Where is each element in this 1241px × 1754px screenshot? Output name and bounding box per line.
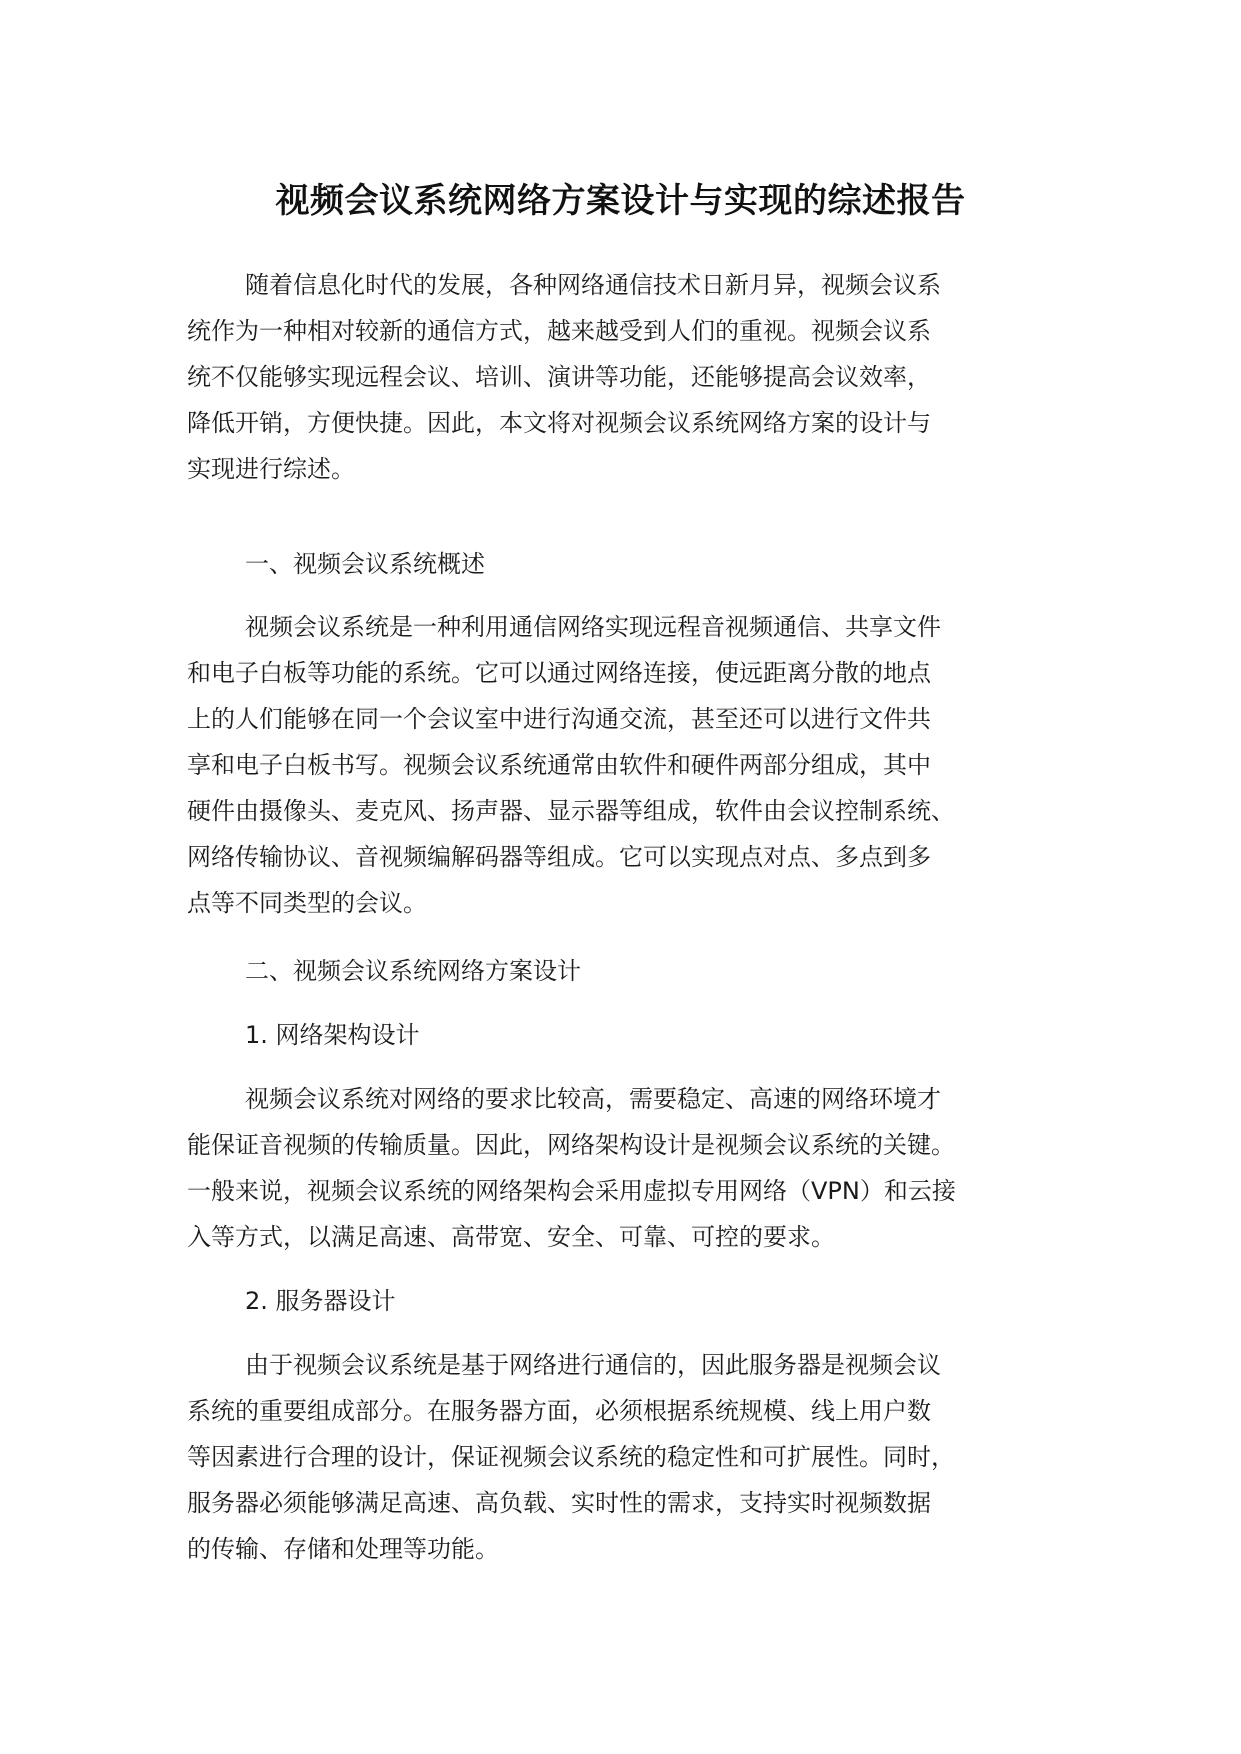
- subsection1-paragraph: [187, 1076, 1077, 1260]
- subsection2-paragraph: [187, 1342, 1077, 1572]
- paragraph-line: 一般来说，视频会议系统的网络架构会采用虚拟专用网络（VPN）和云接: [187, 1177, 956, 1205]
- document-title: 视频会议系统网络方案设计与实现的综述报告: [275, 181, 966, 221]
- paragraph-line: 能保证音视频的传输质量。因此，网络架构设计是视频会议系统的关键。: [187, 1131, 955, 1159]
- paragraph-line: 系统的重要组成部分。在服务器方面，必须根据系统规模、线上用户数: [187, 1397, 931, 1425]
- subsection-heading: [187, 1012, 1077, 1058]
- paragraph-line: 硬件由摄像头、麦克风、扬声器、显示器等组成，软件由会议控制系统、: [187, 797, 955, 825]
- paragraph-line: 上的人们能够在同一个会议室中进行沟通交流，甚至还可以进行文件共: [187, 705, 931, 733]
- paragraph-line: 享和电子白板书写。视频会议系统通常由软件和硬件两部分组成，其中: [187, 751, 931, 779]
- section-heading: [187, 948, 1077, 994]
- paragraph-line: 点等不同类型的会议。: [187, 889, 427, 917]
- paragraph-line: 降低开销，方便快捷。因此，本文将对视频会议系统网络方案的设计与: [187, 409, 931, 437]
- paragraph-line: 视频会议系统是一种利用通信网络实现远程音视频通信、共享文件: [245, 613, 941, 641]
- paragraph-line: 视频会议系统对网络的要求比较高，需要稳定、高速的网络环境才: [245, 1085, 941, 1113]
- paragraph-line: 随着信息化时代的发展，各种网络通信技术日新月异，视频会议系: [245, 271, 941, 299]
- paragraph-line: 实现进行综述。: [187, 455, 355, 483]
- section1-paragraph: [187, 604, 1077, 926]
- section-heading: [187, 541, 1077, 587]
- paragraph-line: 统作为一种相对较新的通信方式，越来越受到人们的重视。视频会议系: [187, 317, 931, 345]
- intro-paragraph: [187, 262, 1077, 492]
- paragraph-line: 入等方式，以满足高速、高带宽、安全、可靠、可控的要求。: [187, 1223, 835, 1251]
- paragraph-line: 网络传输协议、音视频编解码器等组成。它可以实现点对点、多点到多: [187, 843, 931, 871]
- paragraph-line: 等因素进行合理的设计，保证视频会议系统的稳定性和可扩展性。同时，: [187, 1443, 955, 1471]
- paragraph-line: 和电子白板等功能的系统。它可以通过网络连接，使远距离分散的地点: [187, 659, 931, 687]
- subsection-heading-text: 1. 网络架构设计: [245, 1021, 420, 1049]
- paragraph-line: 统不仅能够实现远程会议、培训、演讲等功能，还能够提高会议效率，: [187, 363, 931, 391]
- paragraph-line: 服务器必须能够满足高速、高负载、实时性的需求，支持实时视频数据: [187, 1489, 931, 1517]
- subsection-heading: [187, 1278, 1077, 1324]
- subsection-heading-text: 2. 服务器设计: [245, 1287, 396, 1315]
- section-heading-text: 二、视频会议系统网络方案设计: [245, 957, 581, 985]
- paragraph-line: 的传输、存储和处理等功能。: [187, 1535, 499, 1563]
- section-heading-text: 一、视频会议系统概述: [245, 550, 485, 578]
- paragraph-line: 由于视频会议系统是基于网络进行通信的，因此服务器是视频会议: [245, 1351, 941, 1379]
